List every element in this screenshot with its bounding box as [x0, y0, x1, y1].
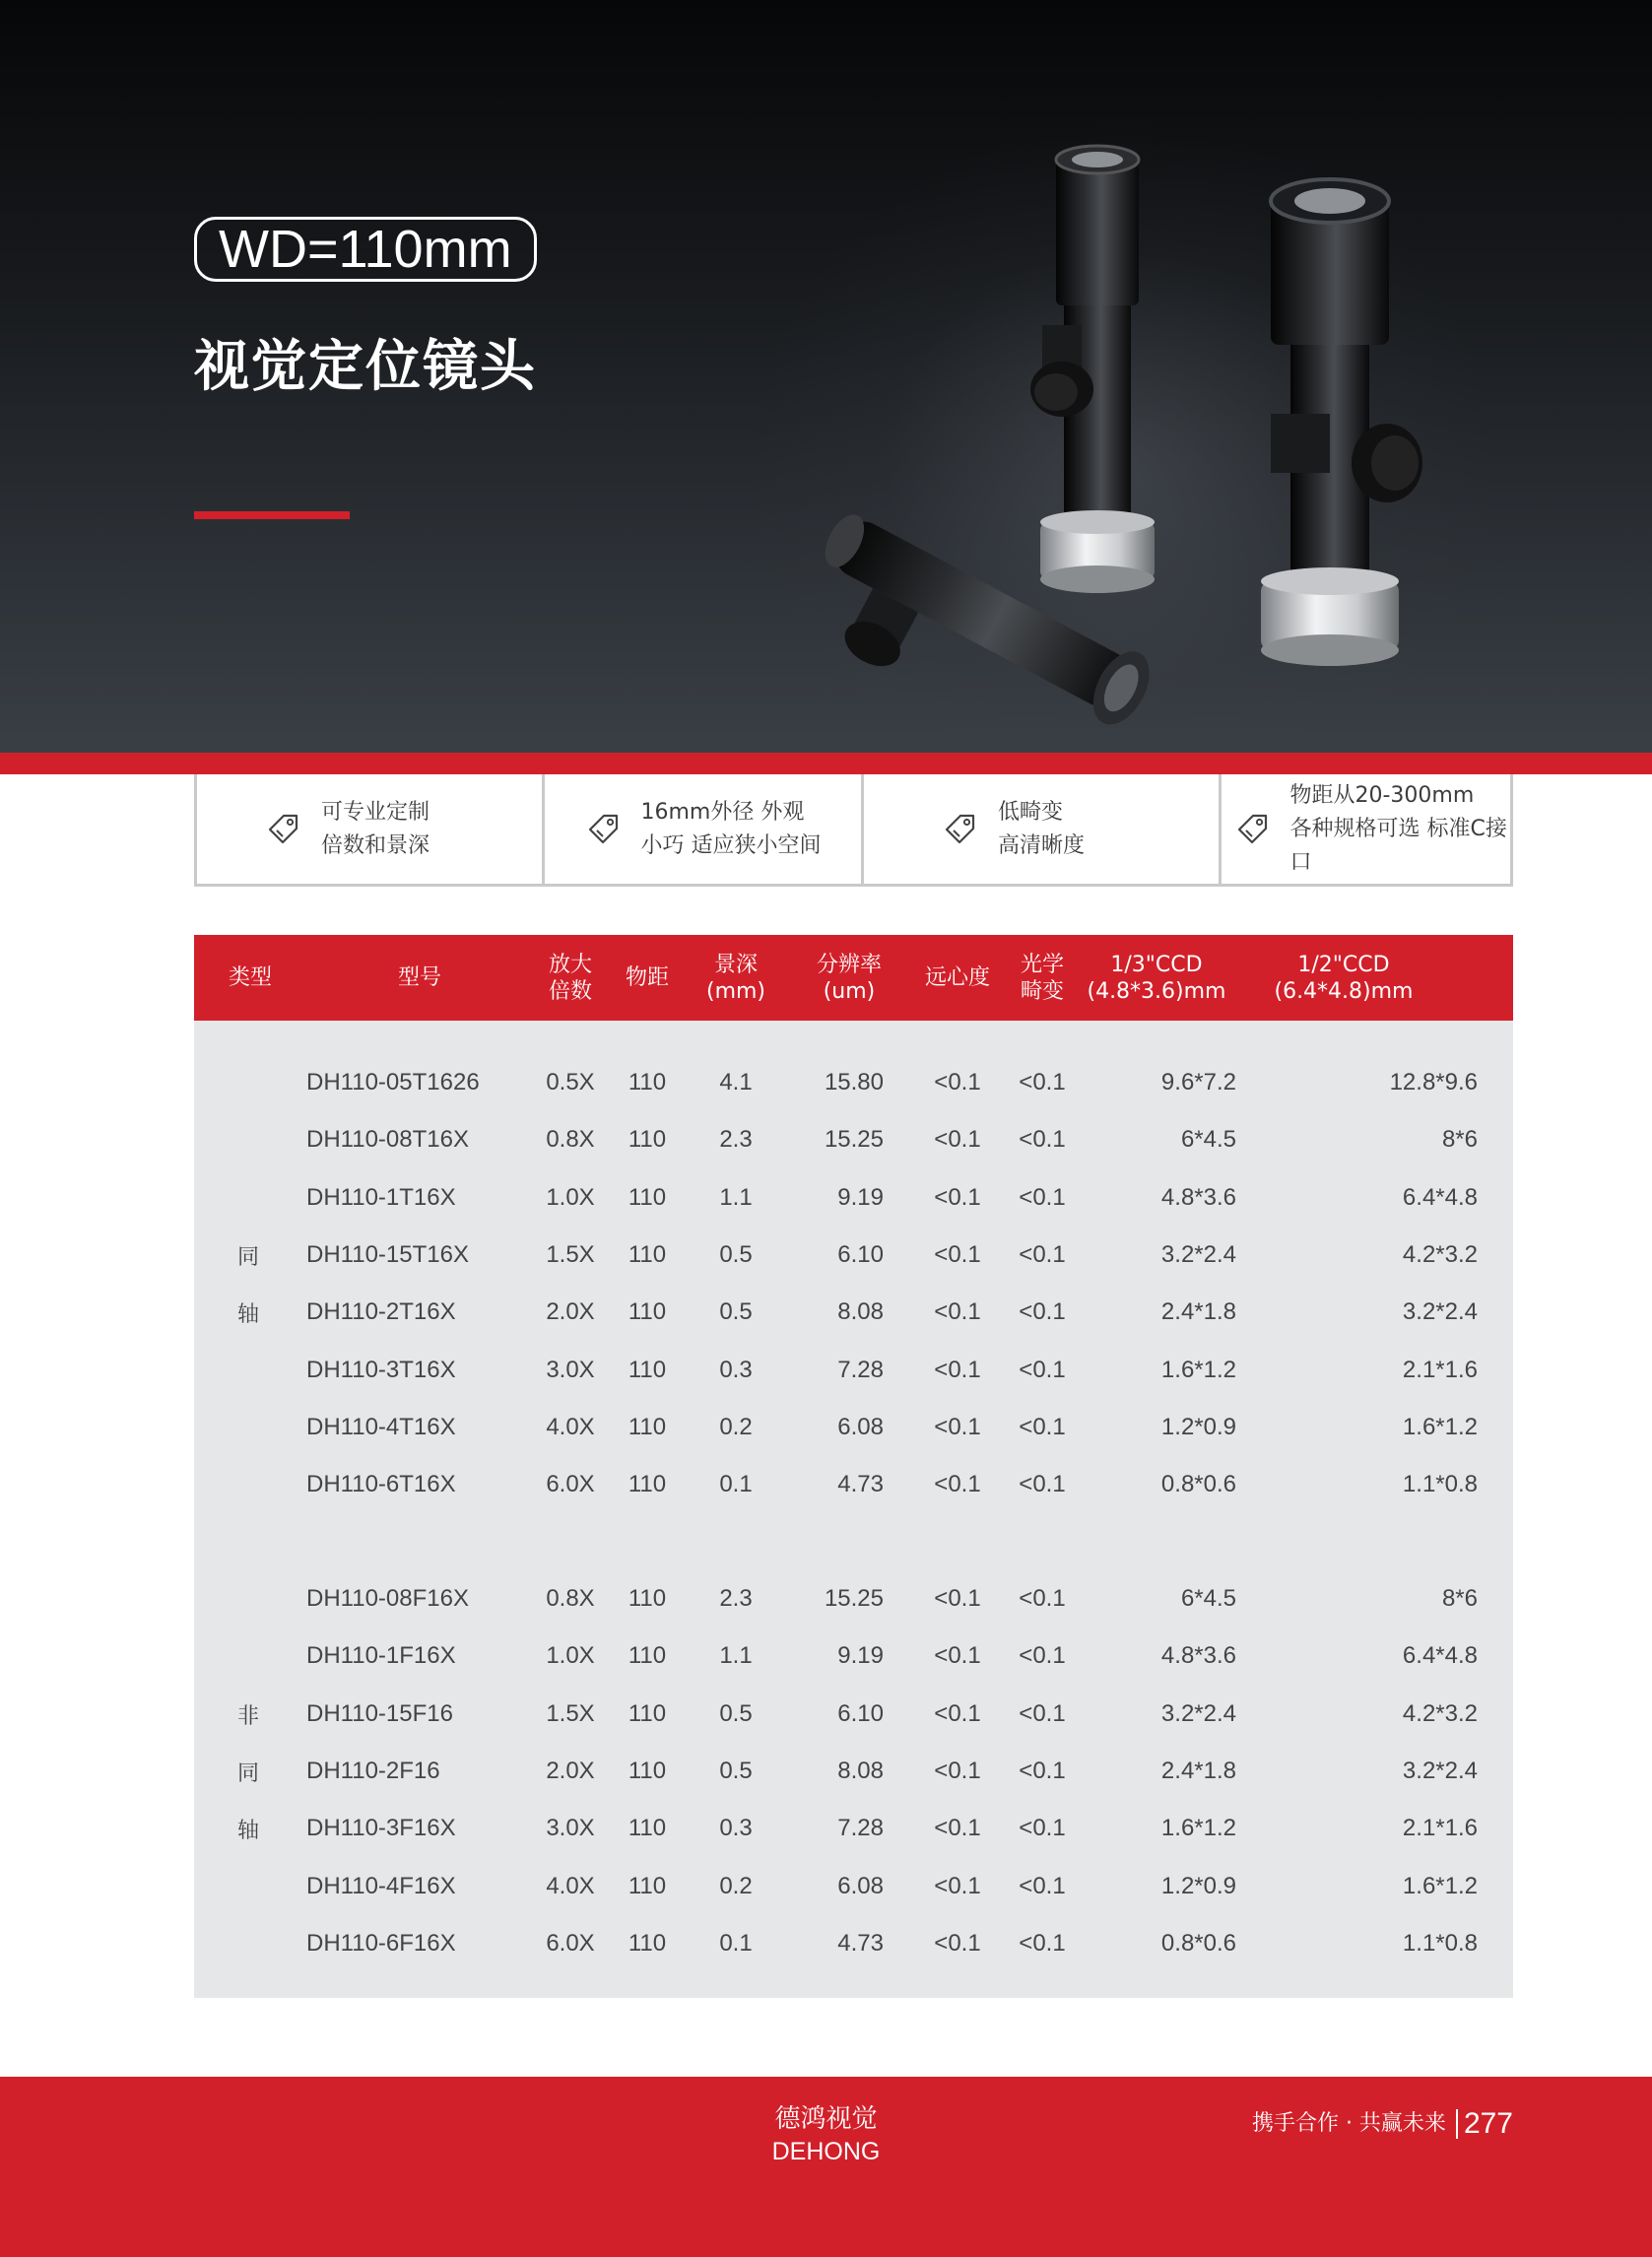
lens-product-image: [808, 138, 1478, 729]
column-header-line: 放大: [548, 952, 592, 977]
table-cell: 0.8*0.6: [1160, 1929, 1236, 1957]
table-cell: <0.1: [934, 1240, 981, 1268]
table-cell: 110: [628, 1585, 667, 1612]
slogan: 携手合作 · 共赢未来: [1251, 2111, 1446, 2136]
table-cell: 0.1: [719, 1471, 753, 1498]
table-cell: 2.0X: [546, 1757, 595, 1784]
table-cell: 8*6: [1441, 1126, 1478, 1154]
table-cell: 1.1*0.8: [1402, 1929, 1478, 1957]
table-cell: 1.6*1.2: [1402, 1413, 1478, 1440]
table-cell: 9.19: [837, 1183, 884, 1211]
table-cell: <0.1: [934, 1069, 981, 1095]
table-cell: 15.25: [824, 1585, 884, 1612]
column-header-line: 1/2"CCD: [1297, 952, 1390, 977]
table-row: [194, 1399, 1513, 1456]
table-cell: 3.2*2.4: [1160, 1240, 1236, 1268]
feature-line: 小巧 适应狭小空间: [640, 832, 822, 858]
table-cell: 3.0X: [546, 1356, 595, 1383]
table-cell: 4.0X: [546, 1872, 595, 1899]
table-row: [194, 1342, 1513, 1399]
column-header-line: 分辨率: [816, 952, 882, 977]
hero-banner: [0, 0, 1652, 753]
table-cell: 1.0X: [546, 1642, 595, 1670]
feature-strip: [194, 774, 1513, 887]
table-cell: 0.8*0.6: [1160, 1471, 1236, 1498]
table-cell: <0.1: [1019, 1069, 1066, 1095]
column-header-line: 倍数: [548, 978, 592, 1004]
table-cell: <0.1: [934, 1298, 981, 1326]
table-cell: 110: [628, 1356, 667, 1383]
column-header-line: 类型: [228, 965, 272, 990]
column-header-line: 光学: [1020, 952, 1064, 977]
feature-line: 各种规格可选 标准C接口: [1289, 816, 1507, 875]
feature-item: [861, 774, 1219, 884]
table-cell: 2.0X: [546, 1298, 595, 1326]
spec-table: [194, 935, 1513, 1998]
table-cell: 1.5X: [546, 1240, 595, 1268]
feature-line: 高清晰度: [998, 832, 1086, 858]
table-row: [194, 1570, 1513, 1627]
table-cell: 110: [628, 1757, 667, 1784]
table-cell: 0.2: [719, 1413, 753, 1440]
table-cell: 110: [628, 1699, 667, 1727]
table-cell: 2.3: [719, 1585, 753, 1612]
table-row: [194, 1743, 1513, 1800]
table-cell: 6.08: [837, 1413, 884, 1440]
table-cell: 2.4*1.8: [1160, 1757, 1236, 1784]
table-cell: <0.1: [934, 1642, 981, 1670]
table-cell: 110: [628, 1183, 667, 1211]
table-cell: 6.08: [837, 1872, 884, 1899]
lens-coaxial-tall: [1261, 179, 1422, 666]
column-header-line: (6.4*4.8)mm: [1274, 978, 1414, 1004]
table-cell: <0.1: [1019, 1642, 1066, 1670]
column-header-line: (mm): [705, 978, 766, 1004]
table-cell: <0.1: [934, 1126, 981, 1154]
table-cell: 7.28: [837, 1815, 884, 1842]
table-cell: 1.6*1.2: [1402, 1872, 1478, 1899]
table-cell: <0.1: [1019, 1757, 1066, 1784]
table-cell: <0.1: [1019, 1240, 1066, 1268]
table-cell: 0.2: [719, 1872, 753, 1899]
column-header: [306, 935, 533, 1021]
table-cell: 6.10: [837, 1699, 884, 1727]
table-cell: 4.73: [837, 1929, 884, 1957]
table-cell: DH110-1F16X: [306, 1642, 456, 1670]
table-cell: 110: [628, 1298, 667, 1326]
table-cell: 1.0X: [546, 1183, 595, 1211]
table-cell: <0.1: [1019, 1183, 1066, 1211]
column-header-line: 景深: [713, 952, 758, 977]
table-cell: <0.1: [934, 1471, 981, 1498]
tag-icon: [1235, 812, 1271, 847]
table-cell: <0.1: [1019, 1815, 1066, 1842]
table-cell: 8*6: [1441, 1585, 1478, 1612]
table-cell: 9.19: [837, 1642, 884, 1670]
table-cell: <0.1: [1019, 1872, 1066, 1899]
table-cell: 110: [628, 1642, 667, 1670]
table-cell: 3.2*2.4: [1402, 1298, 1478, 1326]
column-header: [533, 935, 608, 1021]
group-type-label: 轴: [236, 1819, 259, 1844]
table-cell: <0.1: [1019, 1585, 1066, 1612]
table-cell: 4.1: [719, 1069, 753, 1095]
feature-line: 16mm外径 外观: [640, 799, 805, 825]
group-type-label: 同: [236, 1245, 259, 1271]
table-cell: 6*4.5: [1180, 1126, 1236, 1154]
column-header-line: 1/3"CCD: [1110, 952, 1203, 977]
group-type-label: 同: [236, 1761, 259, 1787]
table-cell: 2.4*1.8: [1160, 1298, 1236, 1326]
table-cell: 4.2*3.2: [1402, 1240, 1478, 1268]
feature-item: [542, 774, 862, 884]
column-header: [194, 935, 306, 1021]
page-title: 视觉定位镜头: [194, 335, 537, 399]
table-cell: <0.1: [1019, 1471, 1066, 1498]
table-cell: <0.1: [934, 1929, 981, 1957]
table-cell: 3.2*2.4: [1160, 1699, 1236, 1727]
table-cell: <0.1: [934, 1356, 981, 1383]
table-cell: <0.1: [1019, 1413, 1066, 1440]
divider: [1456, 2109, 1458, 2139]
feature-line: 可专业定制: [321, 799, 430, 825]
table-cell: 6.0X: [546, 1471, 595, 1498]
feature-line: 物距从20-300mm: [1289, 782, 1475, 808]
table-row: [194, 1627, 1513, 1685]
table-cell: <0.1: [1019, 1298, 1066, 1326]
table-cell: 110: [628, 1872, 667, 1899]
table-cell: <0.1: [934, 1413, 981, 1440]
table-cell: 110: [628, 1413, 667, 1440]
table-cell: DH110-08F16X: [306, 1585, 469, 1612]
feature-line: 低畸变: [998, 799, 1064, 825]
table-cell: 110: [628, 1929, 667, 1957]
working-distance-badge: WD=110mm: [194, 217, 537, 282]
table-cell: 110: [628, 1069, 667, 1095]
table-row: [194, 1686, 1513, 1743]
table-cell: 15.25: [824, 1126, 884, 1154]
table-cell: 1.1: [719, 1183, 753, 1211]
hero-red-band: [0, 753, 1652, 774]
table-cell: 4.8*3.6: [1160, 1642, 1236, 1670]
table-cell: <0.1: [934, 1699, 981, 1727]
table-cell: 2.1*1.6: [1402, 1815, 1478, 1842]
table-cell: 110: [628, 1471, 667, 1498]
table-cell: 4.8*3.6: [1160, 1183, 1236, 1211]
table-cell: 1.2*0.9: [1160, 1413, 1236, 1440]
table-cell: 12.8*9.6: [1389, 1069, 1478, 1095]
table-cell: DH110-15F16: [306, 1699, 453, 1727]
table-cell: <0.1: [1019, 1356, 1066, 1383]
title-accent-bar: [194, 511, 350, 519]
column-header: [1002, 935, 1083, 1021]
table-cell: 7.28: [837, 1356, 884, 1383]
table-cell: 0.8X: [546, 1585, 595, 1612]
table-cell: 0.5: [719, 1298, 753, 1326]
table-cell: DH110-6T16X: [306, 1471, 456, 1498]
table-cell: 0.1: [719, 1929, 753, 1957]
table-cell: 4.73: [837, 1471, 884, 1498]
table-cell: DH110-2F16: [306, 1757, 440, 1784]
table-cell: 110: [628, 1240, 667, 1268]
feature-item: [197, 774, 542, 884]
table-cell: 4.2*3.2: [1402, 1699, 1478, 1727]
table-cell: 0.3: [719, 1356, 753, 1383]
group-type-label: 轴: [236, 1302, 259, 1328]
table-cell: 0.5: [719, 1240, 753, 1268]
table-cell: <0.1: [934, 1585, 981, 1612]
footer-slogan-block: [1252, 2104, 1513, 2144]
table-cell: 6.4*4.8: [1402, 1183, 1478, 1211]
feature-line: 倍数和景深: [321, 832, 430, 858]
table-cell: 110: [628, 1126, 667, 1154]
page-number: 277: [1463, 2107, 1513, 2140]
column-header: [785, 935, 913, 1021]
table-cell: 3.0X: [546, 1815, 595, 1842]
table-cell: DH110-3F16X: [306, 1815, 456, 1842]
table-cell: <0.1: [934, 1872, 981, 1899]
table-cell: DH110-4T16X: [306, 1413, 456, 1440]
table-row: [194, 1915, 1513, 1972]
table-cell: DH110-05T1626: [306, 1069, 480, 1095]
table-row: [194, 1800, 1513, 1857]
table-row: [194, 1227, 1513, 1284]
tag-icon: [266, 812, 301, 847]
brand-name-cn: 德鸿视觉: [774, 2104, 878, 2134]
table-cell: <0.1: [1019, 1126, 1066, 1154]
table-cell: <0.1: [934, 1757, 981, 1784]
table-row: [194, 1858, 1513, 1915]
column-header: [913, 935, 1002, 1021]
table-cell: 6*4.5: [1180, 1585, 1236, 1612]
table-cell: <0.1: [934, 1183, 981, 1211]
table-cell: DH110-15T16X: [306, 1240, 469, 1268]
group-type-label: 非: [236, 1704, 259, 1730]
table-cell: 0.8X: [546, 1126, 595, 1154]
column-header-line: (4.8*3.6)mm: [1087, 978, 1226, 1004]
table-cell: DH110-6F16X: [306, 1929, 456, 1957]
table-cell: 1.6*1.2: [1160, 1356, 1236, 1383]
table-cell: 8.08: [837, 1298, 884, 1326]
table-cell: 6.0X: [546, 1929, 595, 1957]
table-cell: 1.1*0.8: [1402, 1471, 1478, 1498]
brand-name-en: DEHONG: [771, 2138, 881, 2165]
column-header-line: 型号: [397, 965, 441, 990]
column-header-line: 远心度: [924, 965, 990, 990]
table-header: [194, 935, 1513, 1021]
table-cell: DH110-08T16X: [306, 1126, 469, 1154]
table-cell: 0.5X: [546, 1069, 595, 1095]
table-row: [194, 1054, 1513, 1111]
table-cell: 0.5: [719, 1757, 753, 1784]
table-cell: 0.5: [719, 1699, 753, 1727]
tag-icon: [943, 812, 978, 847]
column-header-line: 畸变: [1020, 978, 1064, 1004]
table-cell: 6.10: [837, 1240, 884, 1268]
lens-coaxial-short: [1030, 146, 1155, 593]
column-header: [1230, 935, 1457, 1021]
table-cell: 9.6*7.2: [1160, 1069, 1236, 1095]
table-cell: 1.1: [719, 1642, 753, 1670]
table-body: [194, 1021, 1513, 1998]
table-row: [194, 1111, 1513, 1168]
column-header-line: (um): [823, 978, 876, 1004]
table-cell: <0.1: [934, 1815, 981, 1842]
table-cell: 8.08: [837, 1757, 884, 1784]
column-header-line: 物距: [625, 965, 669, 990]
table-cell: DH110-2T16X: [306, 1298, 456, 1326]
table-cell: 2.1*1.6: [1402, 1356, 1478, 1383]
table-cell: 2.3: [719, 1126, 753, 1154]
table-cell: DH110-4F16X: [306, 1872, 456, 1899]
table-cell: 3.2*2.4: [1402, 1757, 1478, 1784]
table-cell: 0.3: [719, 1815, 753, 1842]
table-cell: 1.5X: [546, 1699, 595, 1727]
table-cell: DH110-1T16X: [306, 1183, 456, 1211]
table-cell: 4.0X: [546, 1413, 595, 1440]
table-cell: 1.2*0.9: [1160, 1872, 1236, 1899]
table-row: [194, 1456, 1513, 1513]
table-cell: 6.4*4.8: [1402, 1642, 1478, 1670]
table-row: [194, 1169, 1513, 1227]
page-footer: [0, 2077, 1652, 2257]
table-cell: DH110-3T16X: [306, 1356, 456, 1383]
column-header: [687, 935, 785, 1021]
table-cell: 110: [628, 1815, 667, 1842]
column-header: [608, 935, 687, 1021]
table-cell: <0.1: [1019, 1699, 1066, 1727]
table-cell: 1.6*1.2: [1160, 1815, 1236, 1842]
column-header: [1083, 935, 1230, 1021]
feature-item: [1219, 774, 1511, 884]
tag-icon: [586, 812, 622, 847]
table-cell: <0.1: [1019, 1929, 1066, 1957]
table-cell: 15.80: [824, 1069, 884, 1095]
table-row: [194, 1284, 1513, 1341]
